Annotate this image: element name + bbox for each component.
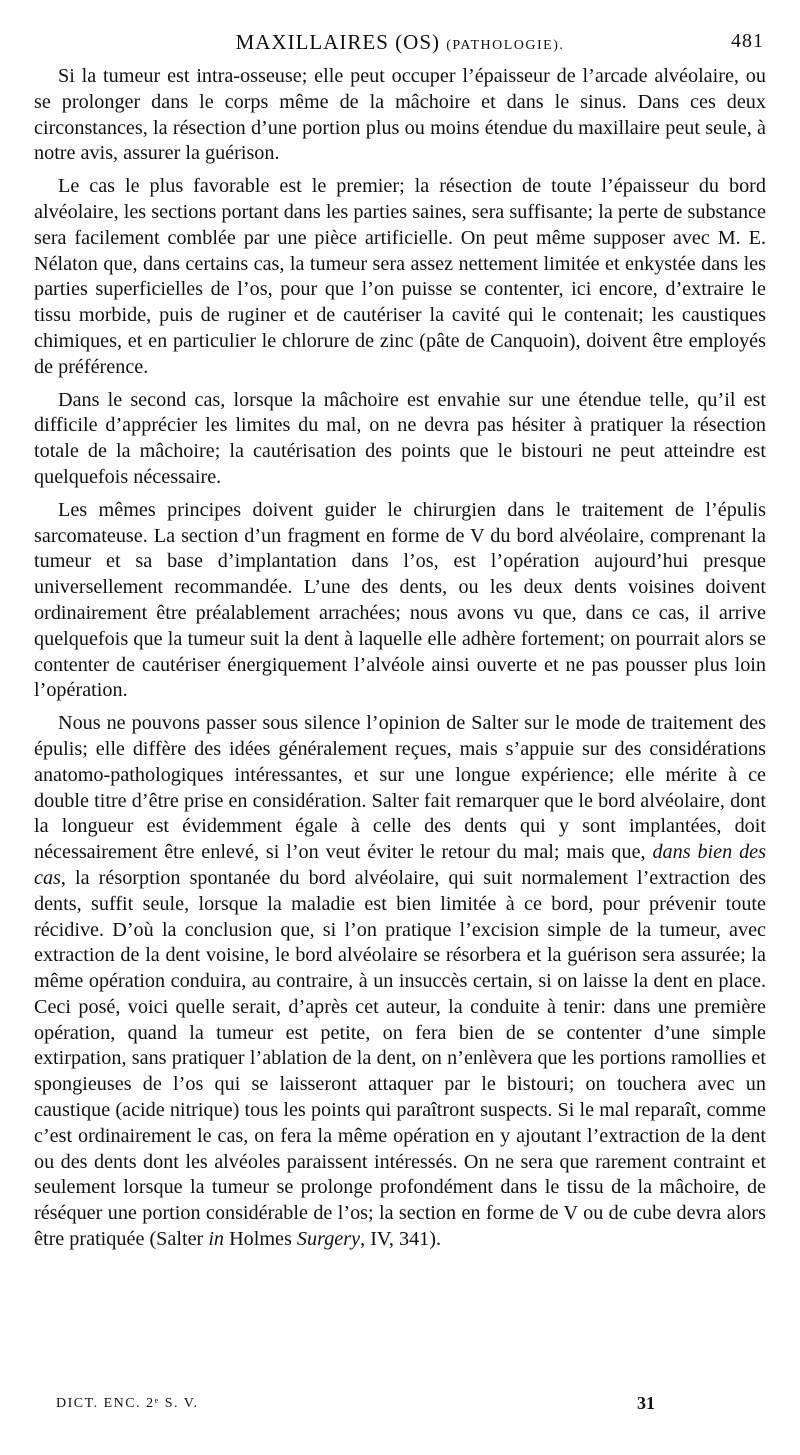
paragraph-text: Holmes: [224, 1228, 297, 1251]
page-number: 481: [731, 30, 764, 52]
paragraph-text: , la résorption spontanée du bord alvéolaire, qui suit normalement l’extraction des dents, suffit seule, lorsque la maladie est bien limitée à ce bord, pour prévenir toute récidive. D’où la conclusion que, si l’on pratique l’excision simple de la tumeur, avec extraction de la dent voisine, le bord alvéolaire se résorbera et la guérison sera assurée; la même opération conduira, au contraire, à un insuccès certain, si on laisse la dent en place. Ceci posé, voici quelle serait, d’après cet auteur, la conduite à tenir: dans une première opération, quand la tumeur est petite, on fera bien de se contenter d’une simple extirpation, sans pratiquer l’ablation de la dent, on n’enlèvera que les portions ramollies et spongieuses de l’os qui se laisseront attaquer par le bistouri; on touchera avec un caustique (acide nitrique) tous les points qui paraîtront suspects. Si le mal reparaît, comme c’est ordinairement le cas, on fera la même opération en y ajoutant l’extraction de la dent ou des dents dont les alvéoles paraissent intéressés. On ne sera que rarement contraint et seulement lorsque la tumeur se prolonge profondément dans le tissu de la mâchoire, de réséquer une portion considérable de l’os; la section en forme de V ou de cube devra alors être pratiquée (Salter: [34, 866, 766, 1251]
running-head-title: [236, 30, 565, 55]
document-page: [34, 30, 766, 1260]
running-head-subtitle: (PATHOLOGIE).: [446, 38, 565, 53]
running-head: [34, 30, 766, 60]
paragraph-text: Les mêmes principes doivent guider le chirurgien dans le traitement de l’épulis sarcomateuse. La section d’un fragment en forme de V du bord alvéolaire, comprenant la tumeur et sa base d’implantation dans l’os, est l’opération aujourd’hui presque universellement recommandée. L’une des dents, ou les deux dents voisines doivent ordinairement être préalablement arrachées; nous avons vu que, dans ce cas, il arrive quelquefois que la tumeur suit la dent à laquelle elle adhère fortement; on pourrait alors se contenter de cautériser énergiquement l’alvéole ainsi ouverte et ne pas pousser plus loin l’opération.: [34, 498, 766, 702]
italic-in: in: [208, 1228, 225, 1251]
running-head-main: MAXILLAIRES (OS): [235, 30, 447, 54]
paragraph-4: [34, 498, 766, 704]
paragraph-5: [34, 711, 766, 1253]
paragraph-text: Nous ne pouvons passer sous silence l’opinion de Salter sur le mode de traitement des épulis; elle diffère des idées généralement reçues, mais s’appuie sur des considérations anatomo-pathologiques intéressantes, et sur une longue expérience; elle mérite à ce double titre d’être prise en considération. Salter fait remarquer que le bord alvéolaire, dont la longueur est évidemment égale à celle des dents qui y sont implantées, doit nécessairement être enlevé, si l’on veut éviter le retour du mal; mais que,: [34, 712, 766, 864]
body-text: [34, 64, 766, 1253]
paragraph-text: , IV, 341).: [360, 1228, 442, 1251]
paragraph-3: [34, 388, 766, 491]
paragraph-1: [34, 64, 766, 167]
signature-number: 31: [637, 1393, 655, 1413]
paragraph-text: Si la tumeur est intra-osseuse; elle peut occuper l’épaisseur de l’arcade alvéolaire, ou se prolonger dans le corps même de la mâchoire et dans le sinus. Dans ces deux circonstances, la résection d’une portion plus ou moins étendue du maxillaire peut seule, à notre avis, assurer la guérison.: [34, 65, 766, 165]
italic-surgery: Surgery: [296, 1228, 361, 1251]
paragraph-2: [34, 174, 766, 380]
printer-signature: DICT. ENC. 2ᵉ S. V.: [56, 1396, 199, 1411]
paragraph-text: Le cas le plus favorable est le premier; la résection de toute l’épaisseur du bord alvéolaire, les sections portant dans les parties saines, sera suffisante; la perte de substance sera facilement comblée par une pièce artificielle. On peut même supposer avec M. E. Nélaton que, dans certains cas, la tumeur sera assez nettement limitée et enkystée dans les parties superficielles de l’os, pour que l’on puisse se contenter, ici encore, d’extraire le tissu morbide, puis de ruginer et de cautériser la cavité qui le contenait; les caustiques chimiques, et en particulier le chlorure de zinc (pâte de Canquoin), doivent être employés de préférence.: [34, 175, 766, 378]
paragraph-text: Dans le second cas, lorsque la mâchoire est envahie sur une étendue telle, qu’il est difficile d’apprécier les limites du mal, on ne devra pas hésiter à pratiquer la résection totale de la mâchoire; la cautérisation des points que le bistouri ne peut atteindre est quelquefois nécessaire.: [34, 388, 766, 488]
italic-phrase: dans bien des cas: [34, 841, 766, 889]
